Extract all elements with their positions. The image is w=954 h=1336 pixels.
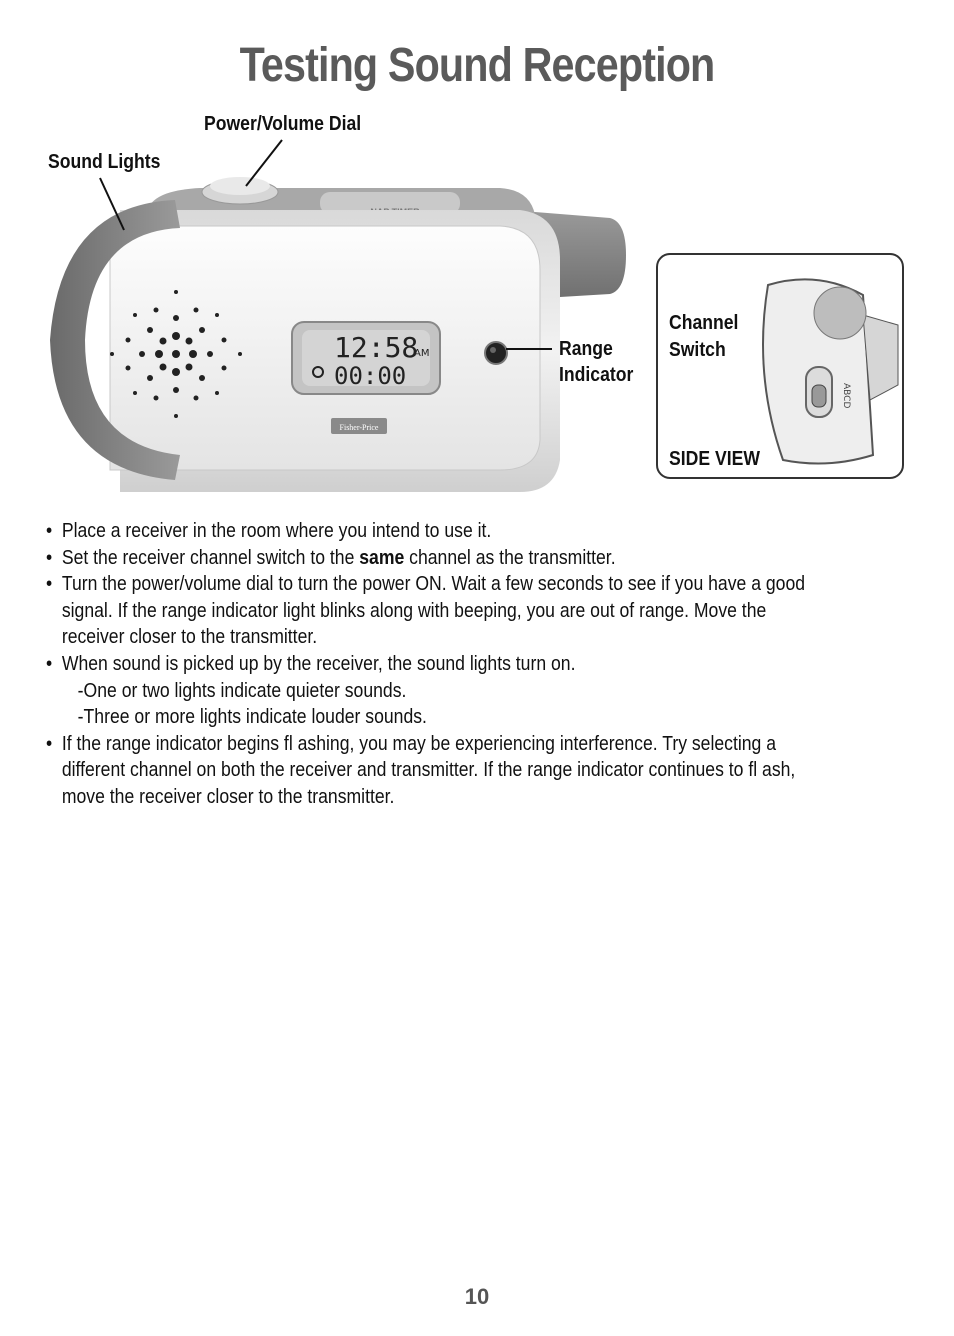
lcd-timer: 00:00 [334,362,407,390]
label-channel: Channel [669,312,739,334]
label-side-view: SIDE VIEW [669,448,760,470]
label-sound-lights: Sound Lights [48,151,161,173]
label-power-volume-dial: Power/Volume Dial [204,113,362,135]
range-indicator-light [485,342,507,364]
item-text: Place a receiver in the room where you intend to use it. [61,520,492,542]
list-item [46,518,820,545]
item-text: When sound is picked up by the receiver, the sound lights turn on. [61,652,576,675]
bullet: • [46,520,53,542]
sub-item: -One or two lights indicate quieter sounds. [77,679,407,702]
item-text: Turn the power/volume dial to turn the power ON. Wait a few seconds to see if you have a good signal. If the range indicator light blinks along with beeping, you are out of range. Move the receiver closer to the transmitter. [61,573,806,649]
brand-label: Fisher-Price [339,423,379,432]
label-range: Range [559,338,613,360]
bullet: • [46,732,53,755]
list-item [46,571,820,651]
receiver-illustration [0,0,954,510]
lcd-clock: 12:58 [334,331,419,364]
page-number: 10 [464,1284,490,1309]
item-text: channel as the transmitter. [404,546,616,569]
label-indicator: Indicator [559,364,634,386]
list-item [46,545,820,572]
label-switch: Switch [669,339,726,361]
emphasis-same: same [359,546,405,569]
bullet: • [46,573,53,596]
channel-letters: ABCD [841,383,851,409]
page-title: Testing Sound Reception [239,39,715,92]
item-text: If the range indicator begins fl ashing, you may be experiencing interference. Try selecting a different channel on both the receiver and transmitter. If the range indicator continues to fl ash, move the receiver closer to the transmitter. [61,732,796,808]
bullet: • [46,652,53,675]
list-item [46,731,820,811]
sub-item: -Three or more lights indicate louder sounds. [77,706,427,729]
bullet: • [46,546,53,569]
side-view-drawing [658,255,902,477]
list-item [46,651,820,731]
item-text: Set the receiver channel switch to the [61,546,360,569]
instruction-list [46,518,820,811]
lcd-ampm: AM [414,348,430,359]
